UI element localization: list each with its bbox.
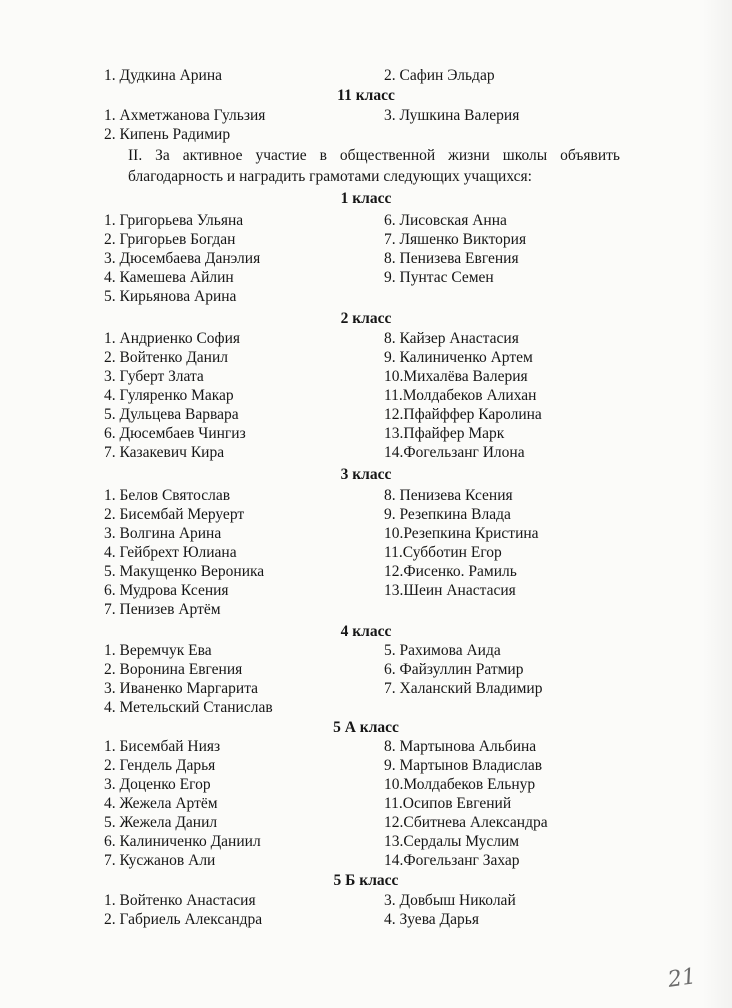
- list-item: 14.Фогельзанг Илона: [384, 444, 525, 461]
- list-item: 13.Пфайфер Марк: [384, 425, 505, 442]
- list-item: 7. Пенизев Артём: [104, 601, 221, 618]
- list-item: 11.Осипов Евгений: [384, 795, 512, 812]
- list-item: 9. Пунтас Семен: [384, 269, 494, 286]
- list-item: 1. Белов Святослав: [104, 487, 231, 504]
- list-item: 2. Гендель Дарья: [104, 757, 216, 774]
- scan-shadow: [702, 0, 732, 1008]
- list-item: 1. Григорьева Ульяна: [104, 212, 244, 229]
- list-item: 2. Воронина Евгения: [104, 661, 243, 678]
- list-item: 2. Григорьев Богдан: [104, 231, 236, 248]
- list-item: 6. Лисовская Анна: [384, 212, 507, 229]
- section-heading: 5 Б класс: [333, 872, 399, 889]
- list-item: 1. Веремчук Ева: [104, 642, 212, 659]
- list-item: 7. Кусжанов Али: [104, 852, 216, 869]
- list-item: 7. Казакевич Кира: [104, 444, 225, 461]
- section-heading: 4 класс: [340, 623, 392, 640]
- list-item: 2. Войтенко Данил: [104, 349, 228, 366]
- list-item: 12.Сбитнева Александра: [384, 814, 548, 831]
- list-item: 3. Доценко Егор: [104, 776, 211, 793]
- list-item: 10.Михалёва Валерия: [384, 368, 528, 385]
- list-item: 5. Макущенко Вероника: [104, 563, 265, 580]
- list-item: 4. Зуева Дарья: [384, 911, 479, 928]
- section-heading: 3 класс: [340, 466, 392, 483]
- list-item: 11.Субботин Егор: [384, 544, 502, 561]
- list-item: 1. Войтенко Анастасия: [104, 892, 256, 909]
- list-item: 8. Пенизева Евгения: [384, 250, 519, 267]
- section-heading: 11 класс: [337, 87, 395, 104]
- list-item: 8. Кайзер Анастасия: [384, 330, 519, 347]
- list-item: 3. Волгина Арина: [104, 525, 222, 542]
- list-item: 4. Метельский Станислав: [104, 699, 273, 716]
- list-item: 2. Габриель Александра: [104, 911, 263, 928]
- list-item: 13.Шеин Анастасия: [384, 582, 516, 599]
- list-item: 6. Калиниченко Даниил: [104, 833, 261, 850]
- list-item: 2. Бисембай Меруерт: [104, 506, 245, 523]
- list-item: 9. Калиниченко Артем: [384, 349, 533, 366]
- section-heading: 2 класс: [340, 310, 392, 327]
- list-item: 12.Пфайффер Каролина: [384, 406, 542, 423]
- list-item: 1. Ахметжанова Гульзия: [104, 107, 266, 124]
- list-item: 10.Молдабеков Ельнур: [384, 776, 536, 793]
- list-item: 2. Сафин Эльдар: [384, 67, 495, 84]
- list-item: 3. Губерт Злата: [104, 368, 204, 385]
- list-item: 14.Фогельзанг Захар: [384, 852, 520, 869]
- list-item: 4. Гуляренко Макар: [104, 387, 234, 404]
- list-item: 3. Лушкина Валерия: [384, 107, 520, 124]
- list-item: 2. Кипень Радимир: [104, 126, 231, 143]
- list-item: 4. Гейбрехт Юлиана: [104, 544, 237, 561]
- list-item: 4. Камешева Айлин: [104, 269, 234, 286]
- list-item: 1. Бисембай Нияз: [104, 738, 221, 755]
- list-item: 4. Жежела Артём: [104, 795, 218, 812]
- list-item: 10.Резепкина Кристина: [384, 525, 539, 542]
- list-item: 5. Жежела Данил: [104, 814, 218, 831]
- list-item: 7. Халанский Владимир: [384, 680, 543, 697]
- section-heading: 1 класс: [340, 190, 392, 207]
- list-item: 6. Дюсембаев Чингиз: [104, 425, 246, 442]
- list-item: 12.Фисенко. Рамиль: [384, 563, 517, 580]
- list-item: 3. Дюсембаева Данэлия: [104, 250, 261, 267]
- page-number: 21: [666, 964, 698, 993]
- list-item: 8. Пенизева Ксения: [384, 487, 513, 504]
- list-item: 1. Дудкина Арина: [104, 67, 223, 84]
- list-item: 1. Андриенко София: [104, 330, 241, 347]
- list-item: 8. Мартынова Альбина: [384, 738, 537, 755]
- list-item: 9. Резепкина Влада: [384, 506, 511, 523]
- list-item: 3. Довбыш Николай: [384, 892, 516, 909]
- list-item: 5. Дульцева Варвара: [104, 406, 239, 423]
- list-item: 13.Сердалы Муслим: [384, 833, 520, 850]
- list-item: 11.Молдабеков Алихан: [384, 387, 537, 404]
- section-heading: 5 А класс: [333, 719, 399, 736]
- paragraph-text: II. За активное участие в общественной жизни школы объявить благодарность и наградить грамотами следующих учащихся:: [128, 147, 620, 185]
- list-item: 6. Мудрова Ксения: [104, 582, 229, 599]
- list-item: 7. Ляшенко Виктория: [384, 231, 527, 248]
- list-item: 5. Кирьянова Арина: [104, 288, 237, 305]
- list-item: 3. Иваненко Маргарита: [104, 680, 259, 697]
- list-item: 5. Рахимова Аида: [384, 642, 501, 659]
- list-item: 6. Файзуллин Ратмир: [384, 661, 524, 678]
- list-item: 9. Мартынов Владислав: [384, 757, 543, 774]
